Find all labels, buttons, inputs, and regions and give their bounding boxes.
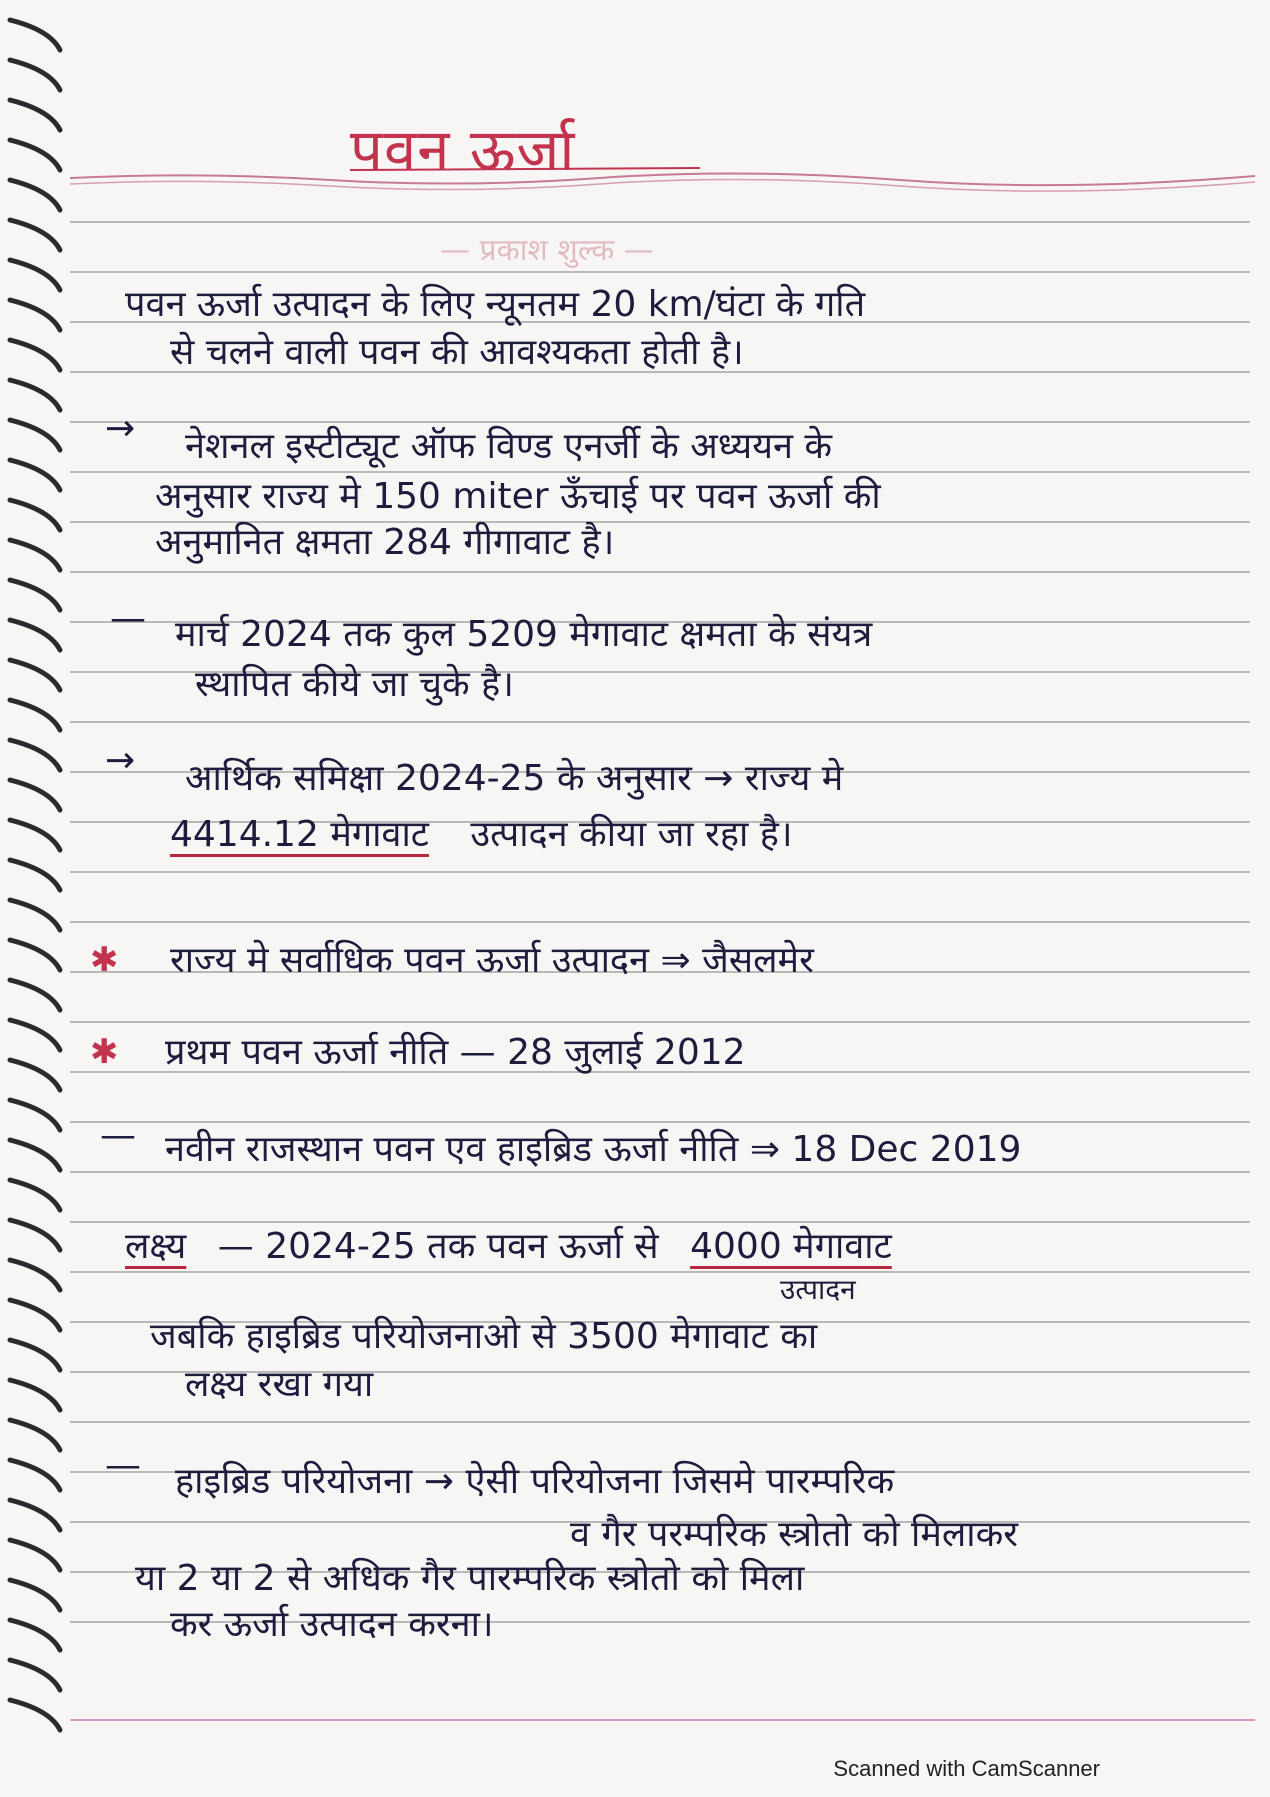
scanner-watermark: Scanned with CamScanner xyxy=(833,1756,1100,1781)
first-policy-line: प्रथम पवन ऊर्जा नीति — 28 जुलाई 2012 xyxy=(165,1032,746,1073)
star-icon: ✱ xyxy=(90,1032,119,1072)
spiral-binding xyxy=(0,0,90,1797)
hybrid-line-1: हाइब्रिड परियोजना → ऐसी परियोजना जिसमे पारम्परिक xyxy=(175,1461,895,1502)
survey-line-1: आर्थिक समिक्षा 2024-25 के अनुसार → राज्य मे xyxy=(185,758,844,799)
survey-line-2-rest: उत्पादन कीया जा रहा है। xyxy=(470,814,793,855)
arrow-bullet: → xyxy=(105,408,136,449)
hybrid-line-2: व गैर परम्परिक स्त्रोतो को मिलाकर xyxy=(570,1514,1018,1555)
target-label: लक्ष्य xyxy=(125,1226,187,1267)
target-value: 4000 मेगावाट xyxy=(690,1226,892,1267)
march-line-1: मार्च 2024 तक कुल 5209 मेगावाट क्षमता के संयत्र xyxy=(175,614,873,655)
faint-heading: — प्रकाश शुल्क — xyxy=(440,233,654,268)
survey-line-2 xyxy=(170,808,793,857)
dash-bullet: — xyxy=(105,1445,141,1486)
nie-line-3: अनुमानित क्षमता 284 गीगावाट है। xyxy=(155,522,615,563)
target-line-3: लक्ष्य रखा गया xyxy=(185,1364,374,1405)
new-policy-line: नवीन राजस्थान पवन एव हाइब्रिड ऊर्जा नीति ⇒ 18 Dec 2019 xyxy=(165,1129,1022,1170)
target-line-1 xyxy=(125,1220,892,1269)
survey-value: 4414.12 मेगावाट xyxy=(170,814,429,855)
star-icon: ✱ xyxy=(90,940,119,980)
hybrid-line-4: कर ऊर्जा उत्पादन करना। xyxy=(170,1604,494,1645)
march-line-2: स्थापित कीये जा चुके है। xyxy=(195,664,514,705)
target-line-2: जबकि हाइब्रिड परियोजनाओ से 3500 मेगावाट का xyxy=(150,1316,818,1357)
target-mid: — 2024-25 तक पवन ऊर्जा से xyxy=(217,1226,659,1267)
hybrid-line-3: या 2 या 2 से अधिक गैर पारम्परिक स्त्रोतो को मिला xyxy=(135,1558,805,1599)
arrow-bullet: → xyxy=(105,740,136,781)
nie-line-1: नेशनल इस्टीट्यूट ऑफ विण्ड एनर्जी के अध्ययन के xyxy=(185,426,833,467)
dash-bullet: — xyxy=(110,598,146,639)
intro-line-1: पवन ऊर्जा उत्पादन के लिए न्यूनतम 20 km/घंटा के गति xyxy=(125,284,866,325)
page-title: पवन ऊर्जा xyxy=(350,116,576,184)
max-production-line: राज्य मे सर्वाधिक पवन ऊर्जा उत्पादन ⇒ जैसलमेर xyxy=(170,940,814,981)
intro-line-2: से चलने वाली पवन की आवश्यकता होती है। xyxy=(170,332,744,373)
dash-bullet: — xyxy=(100,1115,136,1156)
nie-line-2: अनुसार राज्य मे 150 miter ऊँचाई पर पवन ऊर्जा की xyxy=(155,476,881,517)
target-insert: उत्पादन xyxy=(780,1273,856,1306)
